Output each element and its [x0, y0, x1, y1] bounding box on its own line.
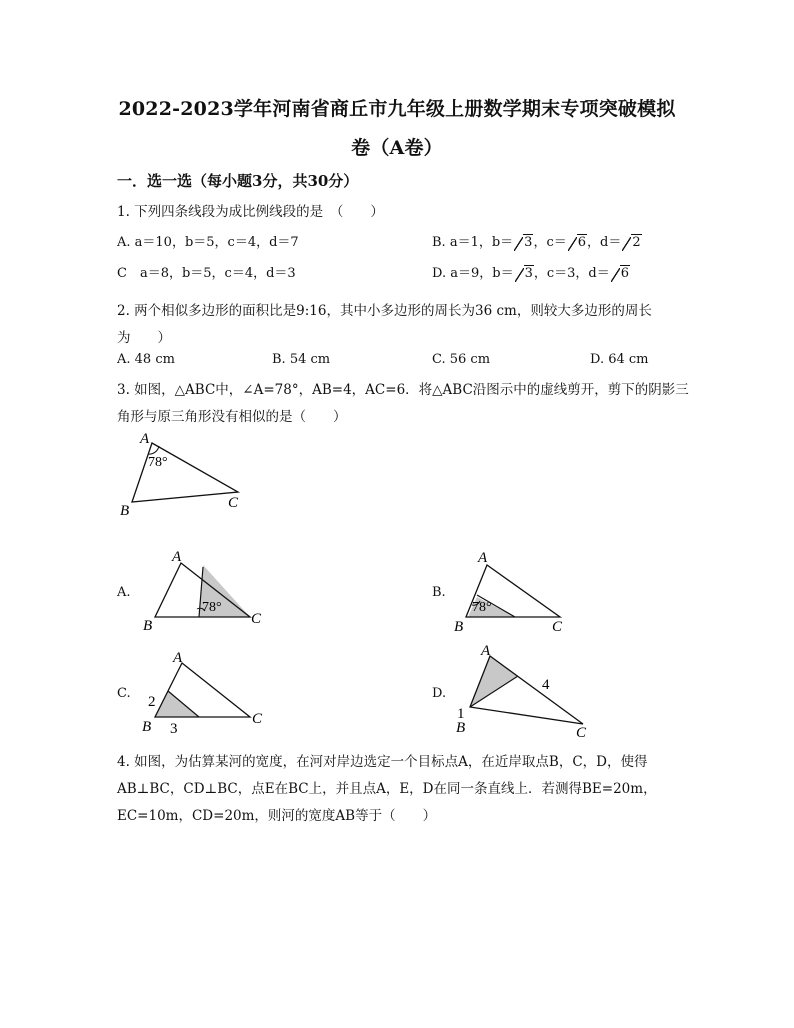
side-label-2: 2: [148, 694, 156, 710]
q3-option-c-figure: [135, 645, 275, 740]
q3-option-b-label: B.: [432, 585, 446, 600]
vertex-label-a: A: [172, 549, 182, 565]
document-title-line1: 2022-2023学年河南省商丘市九年级上册数学期末专项突破模拟: [118, 98, 676, 120]
vertex-label-b: B: [143, 618, 153, 634]
q3-option-d-figure: [448, 640, 598, 740]
q1-option-b: B. a＝1，b＝ 3，c＝ 6，d＝ 2: [432, 235, 641, 250]
q2-stem-line2: 为 ）: [117, 330, 171, 346]
sqrt-symbol: 6: [568, 235, 587, 250]
side-label-4: 4: [542, 677, 550, 693]
q2-option-a: A. 48 cm: [117, 352, 175, 367]
vertex-label-b: B: [120, 503, 130, 519]
vertex-label-b: B: [456, 720, 466, 736]
q3-main-triangle-figure: [110, 425, 260, 520]
q2-option-b: B. 54 cm: [272, 352, 331, 367]
vertex-label-a: A: [478, 550, 488, 566]
q4-stem-line3: EC=10m，CD=20m，则河的宽度AB等于（ ）: [117, 808, 437, 824]
q3-option-a-label: A.: [117, 585, 131, 600]
sqrt-symbol: 3: [514, 235, 533, 250]
vertex-label-c: C: [552, 619, 563, 635]
q4-stem-line1: 4. 如图，为估算某河的宽度，在河对岸边选定一个目标点A，在近岸取点B，C，D，使得: [117, 754, 648, 770]
vertex-label-b: B: [142, 719, 152, 735]
q3-stem-line1: 3. 如图，△ABC中，∠A=78°，AB=4，AC=6．将△ABC沿图示中的虚线剪开，剪下的阴影三: [117, 382, 689, 398]
q2-stem-line1: 2. 两个相似多边形的面积比是9:16，其中小多边形的周长为36 cm，则较大多边形的周长: [117, 303, 652, 319]
angle-label: 78°: [472, 600, 492, 615]
vertex-label-c: C: [252, 711, 263, 727]
vertex-label-a: A: [140, 431, 150, 447]
side-label-3: 3: [170, 721, 178, 737]
q3-option-d-label: D.: [432, 686, 447, 701]
q3-stem-line2: 角形与原三角形没有相似的是（ ）: [117, 409, 347, 425]
shaded-triangle: [470, 656, 518, 707]
vertex-label-c: C: [228, 495, 239, 511]
vertex-label-b: B: [454, 619, 464, 635]
q2-option-d: D. 64 cm: [590, 352, 649, 367]
q3-option-c-label: C.: [117, 686, 131, 701]
vertex-label-a: A: [173, 650, 183, 666]
q3-option-b-figure: [448, 545, 588, 635]
q2-option-c: C. 56 cm: [432, 352, 491, 367]
triangle-abc: [132, 443, 238, 502]
q1-option-a: A. a＝10，b＝5，c＝4，d＝7: [117, 235, 299, 250]
q1-stem: 1. 下列四条线段为成比例线段的是 （ ）: [117, 204, 384, 220]
q1-option-d: D. a＝9，b＝ 3，c＝3，d＝ 6: [432, 266, 630, 281]
q4-stem-line2: AB⊥BC，CD⊥BC，点E在BC上，并且点A，E，D在同一条直线上．若测得BE=20m，: [117, 781, 657, 797]
vertex-label-a: A: [481, 643, 491, 659]
q1-option-c: C a＝8，b＝5，c＝4，d＝3: [117, 266, 296, 281]
angle-label: 78°: [148, 455, 168, 470]
side-label-1: 1: [457, 706, 465, 722]
vertex-label-c: C: [576, 725, 587, 740]
sqrt-symbol: 3: [515, 266, 534, 281]
angle-label: 78°: [202, 600, 222, 615]
sqrt-symbol: 6: [611, 266, 630, 281]
vertex-label-c: C: [251, 611, 262, 627]
sqrt-symbol: 2: [622, 235, 641, 250]
document-title-line2: 卷（A卷）: [351, 137, 443, 159]
q3-option-a-figure: [135, 545, 275, 635]
section-heading: 一．选一选（每小题3分，共30分）: [117, 172, 359, 190]
